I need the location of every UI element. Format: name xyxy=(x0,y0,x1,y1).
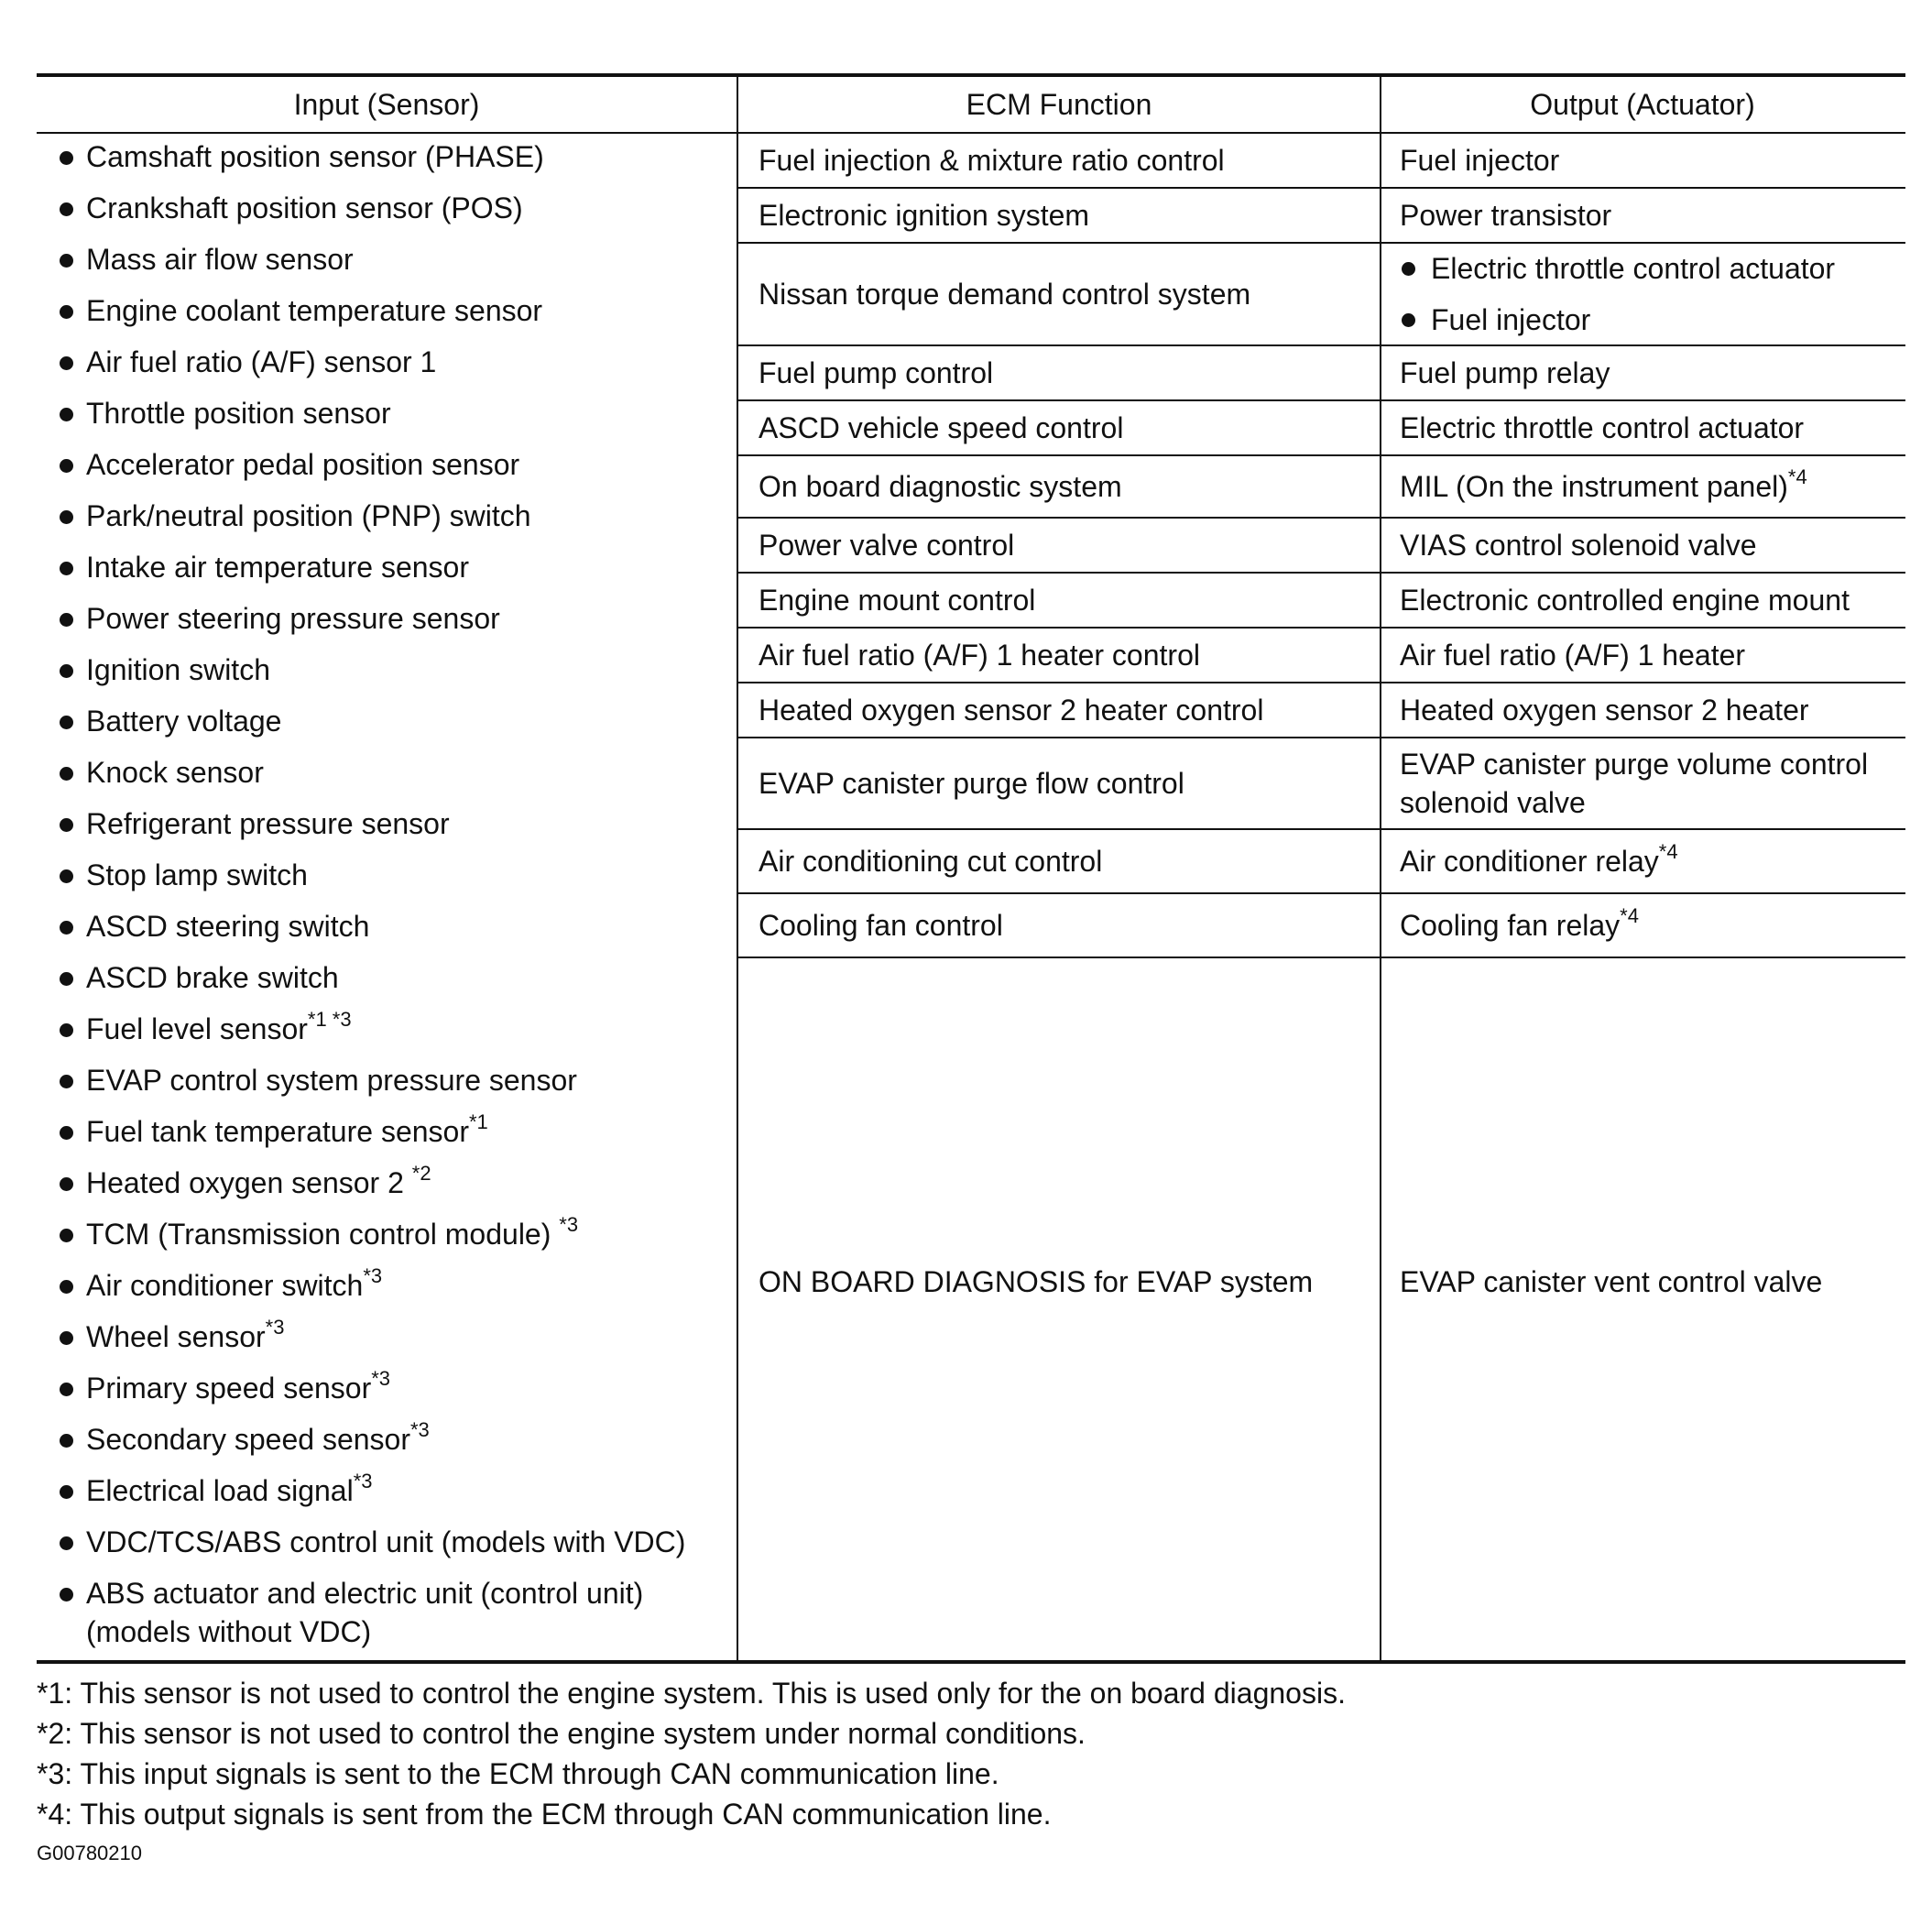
ecm-function-label: Nissan torque demand control system xyxy=(759,278,1251,311)
output-actuator-label: EVAP canister purge volume control solenoid valve xyxy=(1400,748,1869,819)
output-actuator-cell xyxy=(1380,629,1905,682)
input-sensor-item xyxy=(37,236,737,288)
ecm-function-label: Fuel pump control xyxy=(759,356,994,389)
input-sensor-item xyxy=(37,1109,737,1160)
bullet-icon xyxy=(60,305,73,319)
ecm-function-cell xyxy=(738,683,1380,737)
output-list-item xyxy=(1400,243,1835,294)
footnote-marker: *4 xyxy=(1787,465,1807,488)
input-sensor-item xyxy=(37,1416,737,1468)
table-row xyxy=(738,830,1905,894)
output-actuator-text xyxy=(1400,467,1807,506)
output-actuator-label: Fuel pump relay xyxy=(1400,356,1610,389)
ecm-function-label: Power valve control xyxy=(759,529,1015,562)
bullet-icon xyxy=(60,254,73,268)
ecm-function-cell xyxy=(738,894,1380,957)
table-row xyxy=(738,629,1905,683)
input-sensor-item xyxy=(37,493,737,544)
ecm-function-cell xyxy=(738,189,1380,242)
input-sensor-label: ASCD brake switch xyxy=(86,961,339,994)
input-sensor-label: Air fuel ratio (A/F) sensor 1 xyxy=(86,345,437,378)
input-sensor-label: Park/neutral position (PNP) switch xyxy=(86,499,531,532)
input-sensor-item xyxy=(37,801,737,852)
input-sensor-label: ABS actuator and electric unit (control unit) (models without VDC) xyxy=(86,1577,644,1648)
ecm-function-cell xyxy=(738,519,1380,572)
output-actuator-label: Power transistor xyxy=(1400,199,1612,232)
footnote-marker: *3 xyxy=(371,1367,391,1390)
bullet-icon xyxy=(60,1434,73,1448)
input-sensor-label: Secondary speed sensor xyxy=(86,1423,410,1456)
output-actuator-label: Electronic controlled engine mount xyxy=(1400,584,1850,617)
table-row xyxy=(738,134,1905,189)
ecm-function-cell xyxy=(738,401,1380,454)
output-actuator-label: Fuel injector xyxy=(1431,303,1591,336)
input-sensor-label: Electrical load signal xyxy=(86,1474,354,1507)
output-actuator-cell xyxy=(1380,519,1905,572)
input-sensor-item xyxy=(37,185,737,236)
table-row xyxy=(738,519,1905,574)
output-actuator-cell xyxy=(1380,574,1905,627)
input-sensor-label: Fuel tank temperature sensor xyxy=(86,1115,469,1148)
bullet-icon xyxy=(60,1177,73,1191)
input-sensor-label: Refrigerant pressure sensor xyxy=(86,807,450,840)
output-actuator-label: Cooling fan relay xyxy=(1400,909,1621,942)
output-actuator-text xyxy=(1400,196,1611,235)
function-output-rows xyxy=(738,134,1905,1605)
bullet-icon xyxy=(60,921,73,935)
table-row xyxy=(738,346,1905,401)
input-sensor-item xyxy=(37,1263,737,1314)
footnote-marker: *1 *3 xyxy=(307,1008,352,1031)
input-sensor-item xyxy=(37,1057,737,1109)
input-sensor-label: Fuel level sensor xyxy=(86,1012,308,1045)
ecm-function-label: On board diagnostic system xyxy=(759,470,1122,503)
bullet-icon xyxy=(60,613,73,627)
ecm-function-label: Fuel injection & mixture ratio control xyxy=(759,144,1225,177)
input-sensor-item xyxy=(37,1519,737,1570)
output-actuator-text xyxy=(1400,842,1678,880)
input-sensor-label: TCM (Transmission control module) xyxy=(86,1218,560,1251)
input-sensor-item xyxy=(37,1006,737,1057)
footnote-marker: *2 xyxy=(411,1162,431,1185)
input-sensor-label: Air conditioner switch xyxy=(86,1269,364,1302)
footnotes xyxy=(37,1673,1346,1834)
input-sensor-item xyxy=(37,749,737,801)
output-actuator-text xyxy=(1400,526,1757,564)
output-actuator-label: Air conditioner relay xyxy=(1400,845,1659,878)
output-actuator-text xyxy=(1400,354,1610,392)
output-actuator-cell xyxy=(1380,456,1905,517)
bullet-icon xyxy=(1402,313,1415,327)
output-actuator-label: MIL (On the instrument panel) xyxy=(1400,470,1788,503)
input-sensor-item xyxy=(37,1365,737,1416)
footnote: *1: This sensor is not used to control the engine system. This is used only for the on board diagnosis. xyxy=(37,1677,1346,1710)
header-input: Input (Sensor) xyxy=(293,88,480,121)
output-actuator-label: Electric throttle control actuator xyxy=(1400,411,1805,444)
output-actuator-cell xyxy=(1380,683,1905,737)
bullet-icon xyxy=(1402,262,1415,276)
footnote-marker: *3 xyxy=(363,1264,383,1287)
footnote-marker: *1 xyxy=(468,1110,488,1133)
input-sensor-item xyxy=(37,134,737,185)
input-sensor-item xyxy=(37,852,737,903)
ecm-function-cell xyxy=(738,346,1380,399)
output-actuator-text xyxy=(1400,636,1745,674)
bullet-icon xyxy=(60,356,73,370)
table-header xyxy=(37,77,1905,134)
output-actuator-cell xyxy=(1380,134,1905,187)
ecm-function-cell xyxy=(738,134,1380,187)
footnote-marker: *3 xyxy=(353,1470,373,1492)
bullet-icon xyxy=(60,151,73,165)
input-sensor-label: Throttle position sensor xyxy=(86,397,391,430)
bullet-icon xyxy=(60,1023,73,1037)
bullet-icon xyxy=(60,562,73,575)
header-output: Output (Actuator) xyxy=(1530,88,1755,121)
table-row xyxy=(738,683,1905,738)
bullet-icon xyxy=(60,664,73,678)
footnote-marker: *3 xyxy=(559,1213,579,1236)
header-function: ECM Function xyxy=(966,88,1152,121)
output-actuator-cell xyxy=(1380,189,1905,242)
footnote-marker: *3 xyxy=(265,1316,285,1339)
bullet-icon xyxy=(60,972,73,986)
ecm-function-cell xyxy=(738,456,1380,517)
output-actuator-cell xyxy=(1380,958,1905,1605)
table-row xyxy=(738,958,1905,1605)
footnote: *3: This input signals is sent to the ECM through CAN communication line. xyxy=(37,1757,999,1790)
bullet-icon xyxy=(60,1229,73,1242)
output-actuator-text xyxy=(1400,581,1850,619)
output-list xyxy=(1400,243,1835,345)
output-actuator-label: Heated oxygen sensor 2 heater xyxy=(1400,694,1809,727)
ecm-function-label: EVAP canister purge flow control xyxy=(759,767,1184,800)
footnote-marker: *4 xyxy=(1658,840,1678,863)
output-actuator-text xyxy=(1400,409,1804,447)
ecm-function-label: Air conditioning cut control xyxy=(759,845,1103,878)
input-sensor-label: VDC/TCS/ABS control unit (models with VDC) xyxy=(86,1525,686,1558)
input-column xyxy=(37,134,737,1655)
bullet-icon xyxy=(60,767,73,781)
output-actuator-cell xyxy=(1380,738,1905,828)
output-actuator-text xyxy=(1400,141,1559,180)
bullet-icon xyxy=(60,459,73,473)
ecm-function-cell xyxy=(738,958,1380,1605)
input-sensor-item xyxy=(37,1468,737,1519)
input-sensor-label: ASCD steering switch xyxy=(86,910,370,943)
input-sensor-label: Ignition switch xyxy=(86,653,270,686)
bullet-icon xyxy=(60,510,73,524)
output-actuator-label: Electric throttle control actuator xyxy=(1431,252,1836,285)
output-actuator-label: VIAS control solenoid valve xyxy=(1400,529,1757,562)
bullet-icon xyxy=(60,408,73,421)
input-sensor-label: Knock sensor xyxy=(86,756,264,789)
ecm-function-label: Electronic ignition system xyxy=(759,199,1090,232)
bullet-icon xyxy=(60,818,73,832)
input-sensor-item xyxy=(37,544,737,596)
table-row xyxy=(738,574,1905,629)
ecm-function-label: Heated oxygen sensor 2 heater control xyxy=(759,694,1264,727)
bullet-icon xyxy=(60,202,73,216)
ecm-function-cell xyxy=(738,830,1380,892)
bullet-icon xyxy=(60,1536,73,1550)
table-row xyxy=(738,189,1905,244)
input-sensor-label: Camshaft position sensor (PHASE) xyxy=(86,140,544,173)
table-row xyxy=(738,738,1905,830)
output-actuator-cell xyxy=(1380,894,1905,957)
bullet-icon xyxy=(60,716,73,729)
ecm-function-label: ASCD vehicle speed control xyxy=(759,411,1124,444)
ecm-function-cell xyxy=(738,738,1380,828)
bullet-icon xyxy=(60,1588,73,1602)
output-actuator-cell xyxy=(1380,244,1905,344)
input-sensor-item xyxy=(37,339,737,390)
input-sensor-item xyxy=(37,1211,737,1263)
output-actuator-label: EVAP canister vent control valve xyxy=(1400,1265,1823,1298)
output-actuator-cell xyxy=(1380,346,1905,399)
output-actuator-text xyxy=(1400,745,1905,822)
output-actuator-label: Fuel injector xyxy=(1400,144,1560,177)
input-sensor-label: EVAP control system pressure sensor xyxy=(86,1064,577,1097)
input-sensor-label: Wheel sensor xyxy=(86,1320,266,1353)
ecm-function-cell xyxy=(738,244,1380,344)
input-sensor-label: Stop lamp switch xyxy=(86,858,308,891)
input-sensor-item xyxy=(37,1160,737,1211)
figure-code: G00780210 xyxy=(37,1842,142,1864)
footnote-marker: *3 xyxy=(410,1418,430,1441)
bullet-icon xyxy=(60,1280,73,1294)
ecm-function-label: Engine mount control xyxy=(759,584,1036,617)
output-actuator-text xyxy=(1400,906,1639,945)
ecm-function-label: Air fuel ratio (A/F) 1 heater control xyxy=(759,639,1200,672)
table-row xyxy=(738,244,1905,346)
bullet-icon xyxy=(60,1075,73,1088)
table-row xyxy=(738,894,1905,958)
input-sensor-label: Heated oxygen sensor 2 xyxy=(86,1166,412,1199)
ecm-function-table xyxy=(37,73,1905,1664)
input-sensor-item xyxy=(37,390,737,442)
input-sensor-item xyxy=(37,442,737,493)
input-sensor-label: Battery voltage xyxy=(86,705,282,738)
input-sensor-label: Engine coolant temperature sensor xyxy=(86,294,543,327)
footnote: *4: This output signals is sent from the ECM through CAN communication line. xyxy=(37,1798,1052,1831)
input-sensor-item xyxy=(37,903,737,955)
footnote: *2: This sensor is not used to control the engine system under normal conditions. xyxy=(37,1717,1086,1750)
input-sensor-label: Accelerator pedal position sensor xyxy=(86,448,520,481)
footnote-marker: *4 xyxy=(1620,904,1639,927)
input-sensor-item xyxy=(37,288,737,339)
bullet-icon xyxy=(60,1485,73,1499)
output-actuator-cell xyxy=(1380,401,1905,454)
input-sensor-label: Mass air flow sensor xyxy=(86,243,354,276)
output-actuator-label: Air fuel ratio (A/F) 1 heater xyxy=(1400,639,1746,672)
input-sensor-label: Primary speed sensor xyxy=(86,1372,372,1405)
table-row xyxy=(738,401,1905,456)
bullet-icon xyxy=(60,1331,73,1345)
output-actuator-text xyxy=(1400,691,1809,729)
input-sensor-label: Power steering pressure sensor xyxy=(86,602,500,635)
input-sensor-item xyxy=(37,955,737,1006)
input-sensor-item xyxy=(37,647,737,698)
output-actuator-cell xyxy=(1380,830,1905,892)
ecm-function-cell xyxy=(738,574,1380,627)
ecm-function-label: Cooling fan control xyxy=(759,909,1003,942)
input-sensor-item xyxy=(37,1314,737,1365)
bullet-icon xyxy=(60,1126,73,1140)
ecm-function-label: ON BOARD DIAGNOSIS for EVAP system xyxy=(759,1265,1314,1298)
input-sensor-label: Intake air temperature sensor xyxy=(86,551,469,584)
input-sensor-list xyxy=(37,134,737,1655)
ecm-function-cell xyxy=(738,629,1380,682)
output-list-item xyxy=(1400,294,1835,345)
input-sensor-item xyxy=(37,1570,737,1655)
input-sensor-item xyxy=(37,596,737,647)
input-sensor-item xyxy=(37,698,737,749)
table-row xyxy=(738,456,1905,519)
bullet-icon xyxy=(60,1383,73,1396)
bullet-icon xyxy=(60,869,73,883)
input-sensor-label: Crankshaft position sensor (POS) xyxy=(86,191,523,224)
output-actuator-text xyxy=(1400,1263,1822,1301)
